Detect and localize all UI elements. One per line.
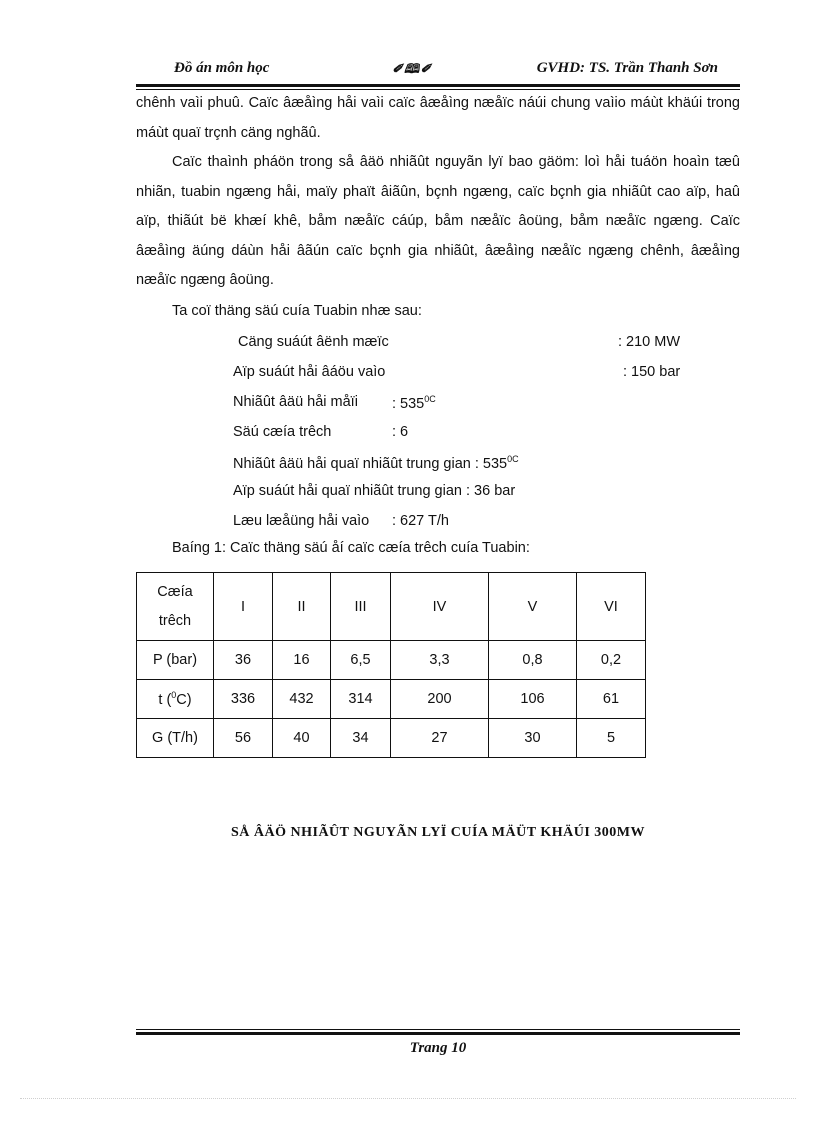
table-cell: 61 [577,680,646,719]
table-row [137,719,646,758]
spec-value: : 150 bar [623,364,681,380]
spec-value: : 627 T/h [392,513,449,529]
table-row [137,641,646,680]
table-caption: Baíng 1: Caïc thäng säú åí caïc cæía trêch cuía Tuabin: [172,540,530,556]
table-row-label: G (T/h) [137,719,214,758]
table-cell: 6,5 [331,641,391,680]
paragraph-2: Caïc thaình pháön trong så âäö nhiãût nguyãn lyï bao gäöm: loì håi tuáön hoaìn tæû nhiãn, tuabin ngæng håi, maïy phaït âiãûn, bçnh ngæng, caïc bçnh gia nhiãût cao aïp, haû aïp, thiãút bë khæí khê, båm næåïc cáúp, båm næåïc âoüng, båm næåïc ngæng. Caïc âæåìng äúng dáùn håi âãún caïc bçnh gia nhiãût, âæåìng næåïc ngæng chênh, âæåìng næåïc ngæng âoüng. [136,154,740,288]
spec-label: Aïp suáút håi quaï nhiãût trung gian : 36 bar [233,483,516,499]
header-advisor: GVHD: TS. Trần Thanh Sơn [536,60,718,76]
table-header-cell: VI [577,573,646,641]
table-row [137,680,646,719]
spec-label: Cäng suáút âënh mæïc [238,334,389,350]
spec-label: Nhiãût âäü håi quaï nhiãût trung gian : $535^{0C}$ [233,454,519,472]
table-cell: 40 [273,719,331,758]
spec-label: Læu læåüng håi vaìo [233,513,370,529]
table-cell: 3,3 [391,641,489,680]
spec-value: : 210 MW [618,334,681,350]
page-number: Trang 10 [409,1040,467,1056]
extraction-table [136,572,646,758]
paragraph-3: Ta coï thäng säú cuía Tuabin nhæ sau: [172,303,422,319]
table-header-cell: II [273,573,331,641]
table-cell: 30 [489,719,577,758]
table-cell: 106 [489,680,577,719]
page-header [136,56,740,82]
table-cell: 314 [331,680,391,719]
page-edge-divider [20,1098,796,1099]
table-cell: 336 [214,680,273,719]
table-cell: 16 [273,641,331,680]
spec-label: Aïp suáút håi âáöu vaìo [233,364,386,380]
table-row-label: P (bar) [137,641,214,680]
table-cell: 0,2 [577,641,646,680]
table-cell: 5 [577,719,646,758]
header-rule-thick [136,84,740,87]
spec-label: Nhiãût âäü håi måïi [233,394,358,410]
spec-label: Säú cæía trêch [233,424,332,440]
table-cell: 34 [331,719,391,758]
table-header-row [137,573,646,641]
table-header-cell: V [489,573,577,641]
table-cell: 27 [391,719,489,758]
footer-rule-thin [136,1029,740,1030]
table-header-cell: III [331,573,391,641]
header-ornament: ✐🕮✐ [392,61,433,76]
paragraph-1: chênh vaìi phuû. Caïc âæåìng håi vaìi caïc âæåìng næåïc náúi chung vaìio máùt khäúi trong máùt quaï trçnh cäng nghãû. [136,95,740,141]
diagram-title: SÅ ÂÄÖ NHIÃÛT NGUYÃN LYÏ CUÍA MÄÜT KHÄÚI 300MW [230,825,645,840]
table-cell: 0,8 [489,641,577,680]
table-cell: 432 [273,680,331,719]
table-cell: 200 [391,680,489,719]
table-row-label: t ($^0$C) [137,680,214,719]
spec-value: : $535^{0C}$ [392,394,436,412]
table-cell: 56 [214,719,273,758]
table-cell: 36 [214,641,273,680]
header-course-title: Đồ án môn học [174,60,270,76]
table-header-cell: IV [391,573,489,641]
footer-rule-thick [136,1032,740,1035]
spec-value: : 6 [392,424,409,440]
table-header-cell: I [214,573,273,641]
table-header-cell: Cæía trêch [137,573,214,641]
